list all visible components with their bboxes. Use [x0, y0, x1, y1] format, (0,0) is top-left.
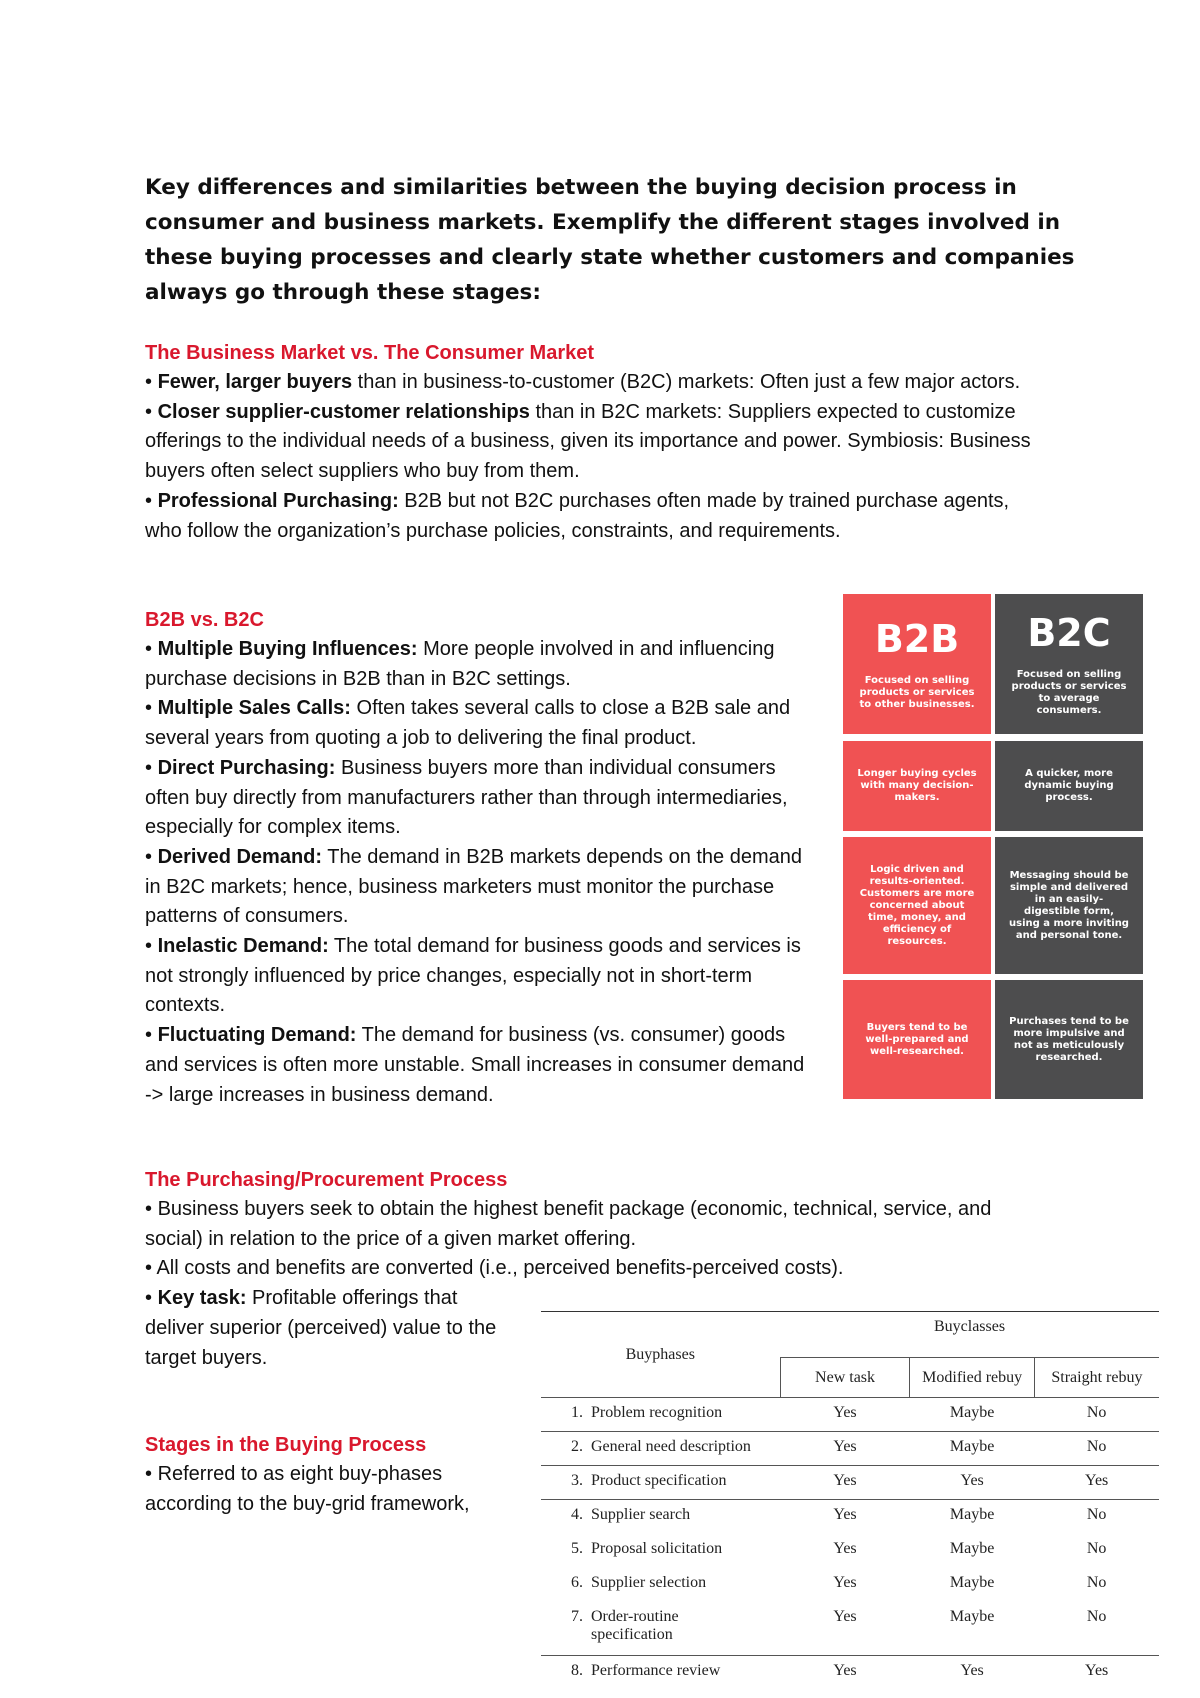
bullet-list — [145, 1460, 525, 1519]
buyclass-value-cell: No — [1086, 1404, 1107, 1421]
bullet-text: The demand for business (vs. consumer) goods and services is often more unstable. Small increases in consumer demand -> large increases in business demand. — [145, 1024, 805, 1106]
buyphase-cell — [541, 1500, 780, 1524]
b2c-cell-3 — [995, 837, 1143, 974]
buyphase-number: 4. — [571, 1506, 583, 1523]
b2b-text-3: Logic driven and results-oriented. Customers are more concerned about time, money, and efficiency of resources. — [859, 863, 975, 947]
buygrid-table — [541, 1311, 1159, 1692]
b2b-cell-3 — [843, 837, 991, 974]
bullet-dot: • — [145, 1463, 158, 1485]
header-buyphases: Buyphases — [541, 1312, 780, 1398]
table-row — [541, 1656, 1159, 1692]
buyclass-value-cell: Yes — [833, 1539, 857, 1557]
bullet-item — [145, 843, 815, 932]
buyphase-cell — [541, 1466, 780, 1490]
buyclass-value-cell: No — [1086, 1607, 1107, 1625]
bullet-text: Business buyers seek to obtain the highest benefit package (economic, technical, service, and social) in relation to the price of a given market offering. — [145, 1198, 992, 1250]
section-title: The Business Market vs. The Consumer Market — [145, 342, 595, 364]
bullet-dot: • — [145, 756, 158, 779]
buyphase-name: Supplier search — [591, 1506, 691, 1523]
buyphase-cell — [541, 1398, 780, 1422]
buyclass-value-cell: Maybe — [949, 1607, 995, 1625]
b2b-cell-1 — [843, 594, 991, 734]
b2c-cell-1 — [995, 594, 1143, 734]
document-heading: Key differences and similarities between the buying decision process in consumer and business markets. Exemplify the different stages involved in these buying processes and clearly state whether customers and companies always go through these stages: — [145, 175, 1075, 305]
bullet-item — [145, 694, 815, 753]
bullet-lead: Multiple Buying Influences: — [157, 638, 418, 660]
b2b-text-2: Longer buying cycles with many decision-makers. — [857, 768, 977, 803]
buyphase-name: Supplier selection — [591, 1573, 707, 1591]
b2c-cell-4 — [995, 980, 1143, 1099]
buyclass-value-cell: No — [1086, 1438, 1107, 1455]
bullet-item — [145, 1254, 1050, 1284]
buyphase-name: General need description — [591, 1438, 751, 1455]
bullet-dot: • — [145, 1287, 158, 1310]
section-title: B2B vs. B2C — [145, 609, 264, 631]
buyclass-value-cell: Yes — [960, 1662, 984, 1679]
b2b-cell-2 — [843, 741, 991, 831]
b2c-title: B2C — [1027, 611, 1111, 655]
buyclass-value-cell: Yes — [833, 1607, 857, 1625]
subheader-new-task: New task — [780, 1358, 910, 1398]
bullet-dot: • — [145, 697, 158, 720]
table-row — [541, 1432, 1159, 1466]
buyclass-value-cell: Yes — [833, 1438, 857, 1455]
buyphase-name: Order-routine specification — [591, 1607, 679, 1643]
b2c-text-3: Messaging should be simple and delivered in an easily-digestible form, using a more inviting and personal tone. — [1009, 869, 1129, 941]
b2b-title: B2B — [874, 617, 960, 661]
bullet-dot: • — [145, 845, 158, 868]
bullet-dot: • — [145, 638, 158, 660]
bullet-lead: Key task: — [157, 1287, 247, 1310]
buyphase-cell — [541, 1656, 780, 1680]
bullet-text: The total demand for business goods and services is not strongly influenced by price changes, especially not in short-term contexts. — [145, 935, 801, 1017]
buyphase-number: 8. — [571, 1662, 583, 1679]
buyclass-value-cell: Maybe — [949, 1573, 995, 1591]
section-business-vs-consumer — [145, 338, 1050, 546]
bullet-item — [145, 368, 1050, 398]
bullet-text: Profitable offerings that deliver superior (perceived) value to the target buyers. — [145, 1287, 497, 1369]
buyphase-name: Proposal solicitation — [591, 1539, 723, 1557]
section-b2b-vs-b2c — [145, 605, 815, 1110]
buyphase-cell — [541, 1534, 780, 1558]
bullet-item — [145, 1021, 815, 1110]
bullet-text: than in business-to-customer (B2C) markets: Often just a few major actors. — [352, 371, 1021, 393]
table-row — [541, 1398, 1159, 1432]
buyphase-name: Problem recognition — [591, 1404, 723, 1421]
b2c-text-1: Focused on selling products or services to average consumers. — [1011, 669, 1127, 716]
buyphase-number: 7. — [571, 1607, 583, 1625]
subheader-straight-rebuy: Straight rebuy — [1034, 1358, 1159, 1398]
buygrid-body — [541, 1398, 1159, 1692]
bullet-lead: Derived Demand: — [157, 845, 323, 868]
bullet-lead: Fluctuating Demand: — [157, 1024, 357, 1047]
buyphase-name: Performance review — [591, 1662, 721, 1679]
buyphase-number: 5. — [571, 1539, 583, 1557]
bullet-item — [145, 635, 815, 694]
buyclass-value-cell: Maybe — [949, 1404, 995, 1421]
buyclass-value-cell: Yes — [833, 1506, 857, 1523]
bullet-lead: Multiple Sales Calls: — [157, 697, 351, 720]
bullet-list — [145, 368, 1050, 546]
buyclass-value-cell: Maybe — [949, 1539, 995, 1557]
buyphase-name: Product specification — [591, 1472, 727, 1489]
bullet-item — [145, 487, 1050, 546]
bullet-dot: • — [145, 489, 158, 512]
bullet-dot: • — [145, 1024, 158, 1047]
bullet-item — [145, 1195, 1050, 1254]
buyclass-value-cell: Yes — [960, 1472, 984, 1489]
bullet-text: than in B2C markets: Suppliers expected to customize offerings to the individual needs of a business, given its importance and power. Symbiosis: Business buyers often select suppliers who buy from them. — [145, 400, 1031, 483]
buyclass-value-cell: Yes — [833, 1573, 857, 1591]
bullet-text: All costs and benefits are converted (i.e., perceived benefits-perceived costs). — [156, 1257, 844, 1280]
buyphase-cell — [541, 1432, 780, 1456]
bullet-lead: Fewer, larger buyers — [157, 371, 353, 393]
section-title: Stages in the Buying Process — [145, 1434, 427, 1456]
bullet-lead: Professional Purchasing: — [157, 489, 399, 512]
buyphase-cell — [541, 1602, 780, 1644]
table-row — [541, 1534, 1159, 1568]
bullet-item — [145, 398, 1050, 487]
bullet-lead: Closer supplier-customer relationships — [157, 400, 530, 423]
bullet-dot: • — [145, 935, 158, 958]
table-row — [541, 1500, 1159, 1534]
bullet-text: More people involved in and influencing purchase decisions in B2B than in B2C settings. — [145, 638, 775, 690]
buyclass-value-cell: Maybe — [949, 1438, 995, 1455]
bullet-dot: • — [145, 1257, 157, 1280]
b2c-cell-2 — [995, 741, 1143, 831]
b2b-cell-4 — [843, 980, 991, 1099]
bullet-text: The demand in B2B markets depends on the demand in B2C markets; hence, business marketers must monitor the purchase patterns of consumers. — [145, 845, 803, 928]
bullet-text: Business buyers more than individual consumers often buy directly from manufacturers rather than through intermediaries, especially for complex items. — [145, 756, 788, 839]
buyclass-value-cell: Maybe — [949, 1506, 995, 1523]
buyphase-cell — [541, 1568, 780, 1592]
b2c-text-2: A quicker, more dynamic buying process. — [1024, 768, 1114, 803]
bullet-lead: Direct Purchasing: — [157, 756, 336, 779]
bullet-list — [145, 635, 815, 1110]
section-stages-buying — [145, 1430, 525, 1519]
bullet-lead: Inelastic Demand: — [157, 935, 329, 958]
b2b-text-4: Buyers tend to be well-prepared and well-researched. — [865, 1021, 969, 1057]
bullet-dot: • — [145, 400, 158, 423]
subheader-modified-rebuy: Modified rebuy — [910, 1358, 1034, 1398]
bullet-item — [145, 754, 815, 843]
buyclass-value-cell: No — [1086, 1539, 1107, 1557]
buyclass-value-cell: No — [1086, 1506, 1107, 1523]
table-row — [541, 1602, 1159, 1656]
bullet-item — [145, 1284, 515, 1373]
buyclass-value-cell: Yes — [833, 1472, 857, 1489]
table-row — [541, 1466, 1159, 1500]
buyclass-value-cell: Yes — [1085, 1472, 1109, 1489]
buyphase-number: 1. — [571, 1404, 583, 1421]
buyphase-number: 3. — [571, 1472, 583, 1489]
bullet-dot: • — [145, 371, 158, 393]
bullet-text: Often takes several calls to close a B2B sale and several years from quoting a job to delivering the final product. — [145, 697, 791, 750]
buyclass-value-cell: Yes — [1085, 1662, 1109, 1679]
b2b-text-1: Focused on selling products or services to other businesses. — [859, 675, 975, 710]
header-buyclasses: Buyclasses — [780, 1312, 1159, 1358]
bullet-item — [145, 932, 815, 1021]
buyclass-value-cell: No — [1086, 1573, 1107, 1591]
bullet-text: Referred to as eight buy-phases according to the buy-grid framework, — [145, 1463, 470, 1515]
buyphase-number: 6. — [571, 1573, 583, 1591]
table-row — [541, 1568, 1159, 1602]
section-title: The Purchasing/Procurement Process — [145, 1169, 508, 1191]
b2c-text-4: Purchases tend to be more impulsive and not as meticulously researched. — [1009, 1015, 1129, 1063]
bullet-item — [145, 1460, 525, 1519]
buyphase-number: 2. — [571, 1438, 583, 1455]
buyclass-value-cell: Yes — [833, 1662, 857, 1679]
bullet-dot: • — [145, 1198, 158, 1220]
buyclass-value-cell: Yes — [833, 1404, 857, 1421]
b2b-b2c-comparison-graphic — [843, 594, 1143, 1099]
bullet-text: B2B but not B2C purchases often made by trained purchase agents, who follow the organization’s purchase policies, constraints, and requirements. — [145, 489, 1010, 542]
